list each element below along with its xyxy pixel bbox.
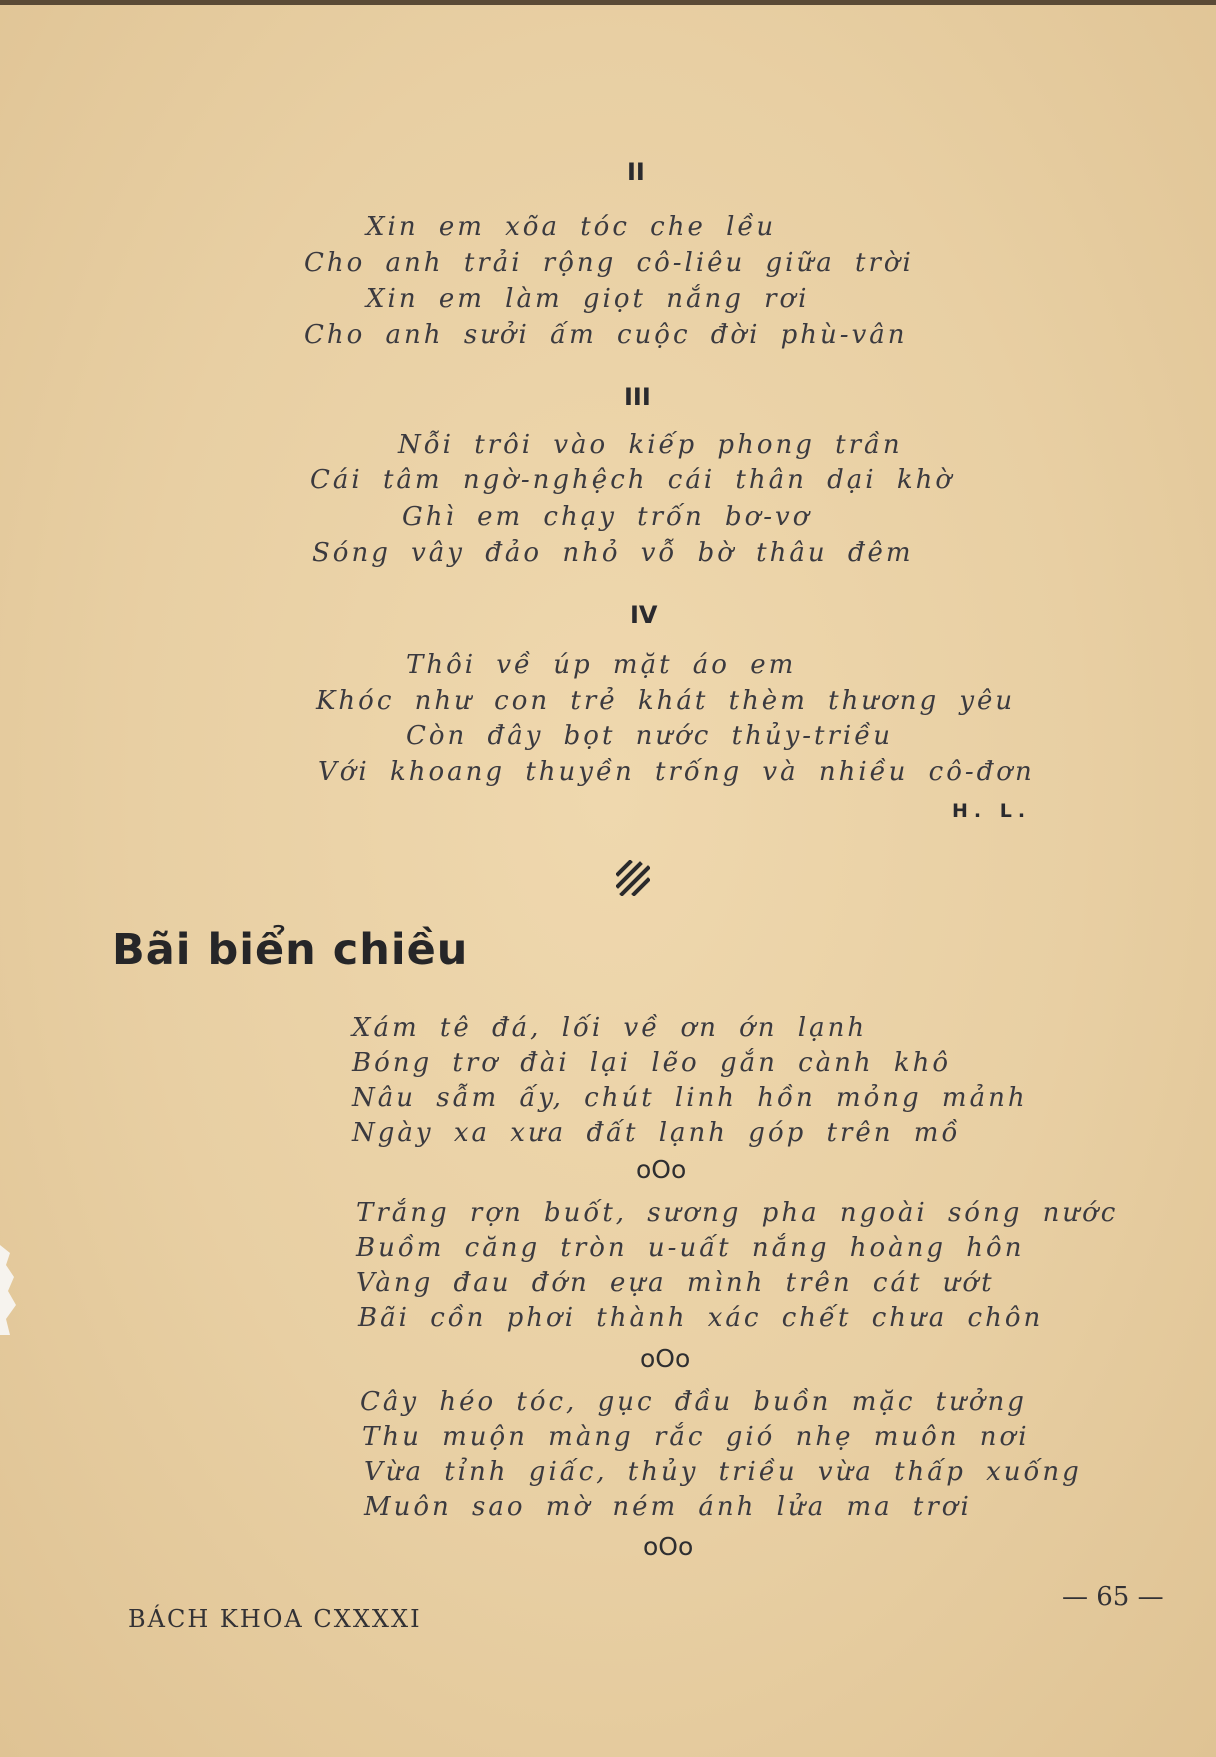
stanza-separator: oOo (640, 1344, 691, 1373)
stanza-separator: oOo (643, 1532, 694, 1561)
poem2-stanza3-line-4: Muôn sao mờ ném ánh lửa ma trơi (364, 1492, 972, 1522)
section-ii-line-2: Cho anh trải rộng cô-liêu giữa trời (304, 248, 914, 278)
poem2-stanza2-line-2: Buồm căng tròn u-uất nắng hoàng hôn (356, 1233, 1025, 1263)
section-iii-line-2: Cái tâm ngờ-nghệch cái thân dại khờ (310, 465, 954, 495)
poem2-stanza3-line-1: Cây héo tóc, gục đầu buồn mặc tưởng (360, 1387, 1027, 1417)
poem2-stanza1-line-4: Ngày xa xưa đất lạnh góp trên mồ (352, 1118, 961, 1148)
poem2-stanza2-line-1: Trắng rợn buốt, sương pha ngoài sóng nước (356, 1198, 1119, 1228)
poem2-stanza3-line-2: Thu muộn màng rắc gió nhẹ muôn nơi (362, 1422, 1030, 1452)
poem2-stanza2-line-3: Vàng đau đớn eựa mình trên cát ướt (356, 1268, 995, 1298)
section-iv-line-4: Với khoang thuyền trống và nhiều cô-đơn (318, 757, 1035, 787)
poem2-stanza1-line-3: Nâu sẫm ấy, chút linh hồn mỏng mảnh (352, 1083, 1028, 1113)
poem2-stanza1-line-2: Bóng trơ đài lại lẽo gắn cành khô (352, 1048, 952, 1078)
page-top-edge (0, 0, 1216, 5)
section-iv-line-2: Khóc như con trẻ khát thèm thương yêu (316, 686, 1016, 716)
stanza-separator: oOo (636, 1155, 687, 1184)
section-iii-line-4: Sóng vây đảo nhỏ vỗ bờ thâu đêm (312, 538, 914, 568)
poem2-stanza2-line-4: Bãi cồn phơi thành xác chết chưa chôn (358, 1303, 1044, 1333)
section-iv-numeral: IV (630, 601, 658, 629)
section-ii-line-4: Cho anh sưởi ấm cuộc đời phù-vân (304, 320, 908, 350)
section-ii-line-3: Xin em làm giọt nắng rơi (366, 284, 810, 314)
journal-name: BÁCH KHOA CXXXXI (128, 1605, 422, 1633)
section-iv-line-3: Còn đây bọt nước thủy-triều (406, 721, 893, 751)
section-iv-line-1: Thôi về úp mặt áo em (406, 650, 797, 680)
section-iii-line-3: Ghì em chạy trốn bơ-vơ (402, 502, 812, 532)
section-iii-numeral: III (624, 383, 651, 411)
ornament-icon (616, 860, 650, 896)
section-iii-line-1: Nỗi trôi vào kiếp phong trần (398, 430, 903, 460)
torn-edge (0, 1245, 18, 1335)
section-ii-line-1: Xin em xõa tóc che lều (366, 212, 777, 242)
section-ii-numeral: II (627, 158, 645, 186)
page-number: — 65 — (1062, 1582, 1164, 1612)
poem2-stanza3-line-3: Vừa tỉnh giấc, thủy triều vừa thấp xuống (364, 1457, 1082, 1487)
author-signature: H. L. (952, 800, 1032, 822)
poem2-stanza1-line-1: Xám tê đá, lối về ơn ớn lạnh (352, 1013, 868, 1043)
poem-title: Bãi biển chiều (112, 925, 469, 975)
